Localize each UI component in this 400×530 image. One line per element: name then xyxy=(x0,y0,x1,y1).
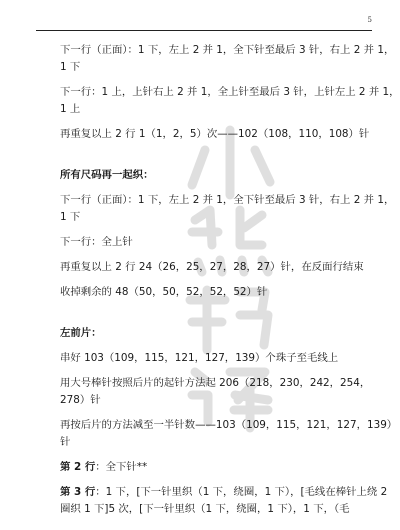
s3-row2-text: ：全下针** xyxy=(95,461,148,473)
s2-line1a: 下一行（正面）：1 下，左上 2 并 1，全下针至最后 3 针，右上 2 并 1， xyxy=(60,194,395,206)
s3-line3b: 针 xyxy=(60,436,71,448)
s1-line1b: 1 下 xyxy=(60,61,81,73)
s3-line1: 串好 103（109，115，121，127，139）个珠子至毛线上 xyxy=(60,352,339,364)
s2-line1b: 1 下 xyxy=(60,211,81,223)
s3-heading: 左前片： xyxy=(60,327,102,339)
s1-line1a: 下一行（正面）：1 下，左上 2 并 1，全下针至最后 3 针，右上 2 并 1， xyxy=(60,44,395,56)
page-number: 5 xyxy=(367,16,372,24)
s3-row3-label: 第 3 行 xyxy=(60,486,96,498)
s3-row3a xyxy=(60,484,388,501)
s1-line2b: 1 上 xyxy=(60,103,81,115)
s3-line2a: 用大号棒针按照后片的起针方法起 206（218，230，242，254， xyxy=(60,377,371,389)
s1-line3: 再重复以上 2 行 1（1，2，5）次——102（108，110，108）针 xyxy=(60,128,370,140)
s2-line4: 收掉剩余的 48（50，50，52，52，52）针 xyxy=(60,286,268,298)
s2-line2: 下一行：全上针 xyxy=(60,236,133,248)
s2-line3: 再重复以上 2 行 24（26，25，27，28，27）针，在反面行结束 xyxy=(60,261,364,273)
document-body xyxy=(60,42,400,518)
s3-row3b: 圈织 1 下]5 次，[下一针里织（1 下，绕圈，1 下），1 下，（毛 xyxy=(60,503,350,515)
s3-row3-text-a: ：1 下，[下一针里织（1 下，绕圈，1 下），[毛线在棒针上绕 2 xyxy=(95,486,388,498)
s3-row2-label: 第 2 行 xyxy=(60,461,96,473)
s3-row2 xyxy=(60,459,360,476)
s2-heading: 所有尺码再一起织： xyxy=(60,169,154,181)
s3-line2b: 278）针 xyxy=(60,394,101,406)
header-rule xyxy=(36,30,372,31)
s3-line3a: 再按后片的方法减至一半针数——103（109，115，121，127，139） xyxy=(60,419,398,431)
s1-line2a: 下一行：1 上，上针右上 2 并 1，全上针至最后 3 针，上针左上 2 并 1， xyxy=(60,86,400,98)
